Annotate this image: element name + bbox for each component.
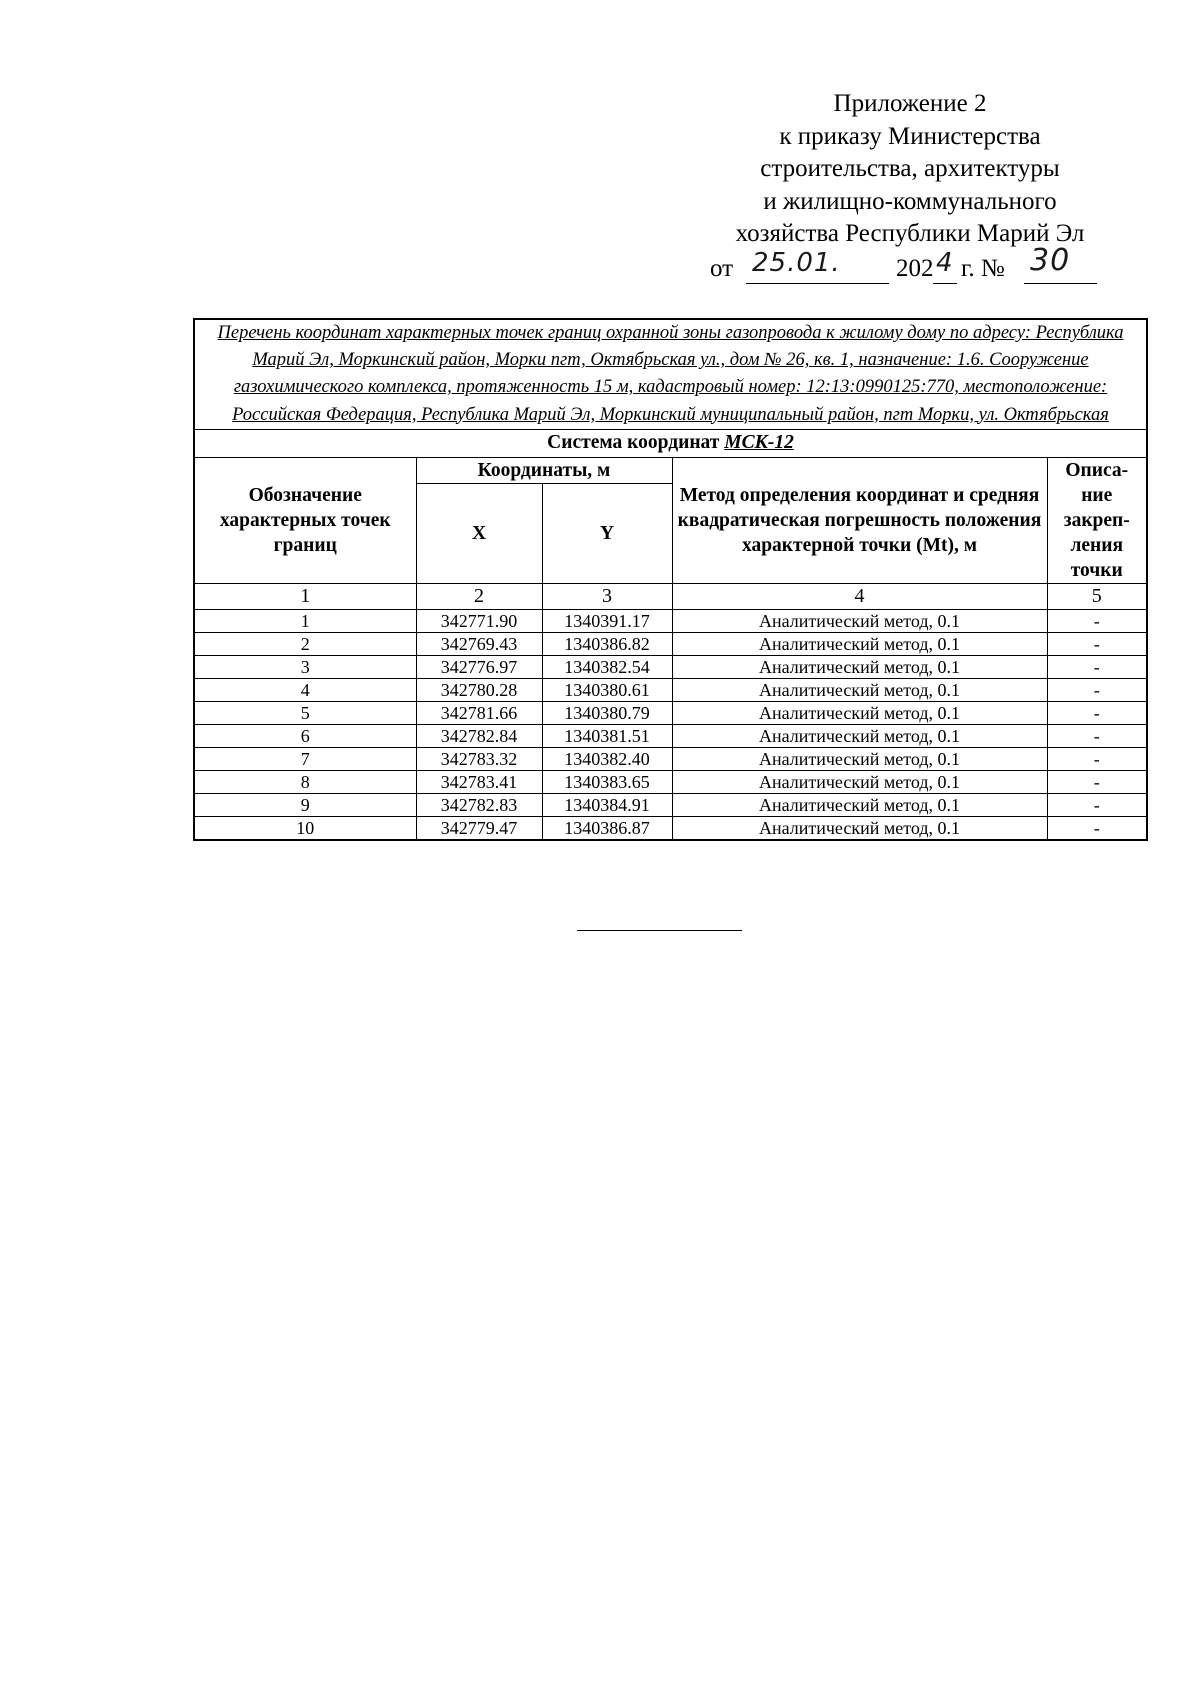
fixation-cell: - <box>1047 701 1147 724</box>
y-coordinate-cell: 1340381.51 <box>542 724 672 747</box>
fixation-cell: - <box>1047 816 1147 840</box>
header-coordinates: Координаты, м <box>416 457 672 483</box>
x-coordinate-cell: 342780.28 <box>416 678 542 701</box>
x-coordinate-cell: 342782.84 <box>416 724 542 747</box>
table-row <box>194 609 1147 632</box>
method-cell: Аналитический метод, 0.1 <box>672 655 1047 678</box>
table-row <box>194 793 1147 816</box>
fixation-cell: - <box>1047 747 1147 770</box>
point-id-cell: 10 <box>194 816 416 840</box>
column-number: 3 <box>542 583 672 609</box>
point-id-cell: 7 <box>194 747 416 770</box>
header-line: и жилищно-коммунального <box>763 187 1057 215</box>
order-number-label: г. № <box>961 254 1005 282</box>
column-number: 5 <box>1047 583 1147 609</box>
column-number: 4 <box>672 583 1047 609</box>
y-coordinate-cell: 1340380.79 <box>542 701 672 724</box>
header-line: строительства, архитектуры <box>760 155 1060 182</box>
coordinate-system-row <box>194 429 1147 457</box>
table-row <box>194 747 1147 770</box>
point-id-cell: 2 <box>194 632 416 655</box>
order-number-handwritten: 30 <box>1030 242 1071 278</box>
method-cell: Аналитический метод, 0.1 <box>672 747 1047 770</box>
header-x: X <box>416 484 542 584</box>
method-cell: Аналитический метод, 0.1 <box>672 793 1047 816</box>
fixation-cell: - <box>1047 793 1147 816</box>
y-coordinate-cell: 1340386.87 <box>542 816 672 840</box>
order-date-handwritten: 25.01. <box>752 247 841 278</box>
table-row <box>194 632 1147 655</box>
y-coordinate-cell: 1340380.61 <box>542 678 672 701</box>
column-number: 1 <box>194 583 416 609</box>
x-coordinate-cell: 342782.83 <box>416 793 542 816</box>
y-coordinate-cell: 1340382.54 <box>542 655 672 678</box>
coordinate-system-value: МСК-12 <box>724 432 794 454</box>
method-cell: Аналитический метод, 0.1 <box>672 816 1047 840</box>
x-coordinate-cell: 342776.97 <box>416 655 542 678</box>
header-line: Приложение 2 <box>833 90 987 117</box>
coordinate-system-label: Система координат <box>547 432 720 454</box>
table-row <box>194 701 1147 724</box>
order-year-handwritten: 4 <box>936 247 954 278</box>
point-id-cell: 6 <box>194 724 416 747</box>
x-coordinate-cell: 342783.41 <box>416 770 542 793</box>
end-separator-line <box>577 930 742 931</box>
table-row <box>194 816 1147 840</box>
header-y: Y <box>542 484 672 584</box>
y-coordinate-cell: 1340384.91 <box>542 793 672 816</box>
table-body <box>194 609 1147 840</box>
method-cell: Аналитический метод, 0.1 <box>672 609 1047 632</box>
x-coordinate-cell: 342783.32 <box>416 747 542 770</box>
x-coordinate-cell: 342779.47 <box>416 816 542 840</box>
header-method: Метод определения координат и средняя квадратическая погрешность положения характерной точки (Mt), м <box>672 457 1047 583</box>
header-description: Описа-ние закреп-ления точки <box>1047 457 1147 583</box>
point-id-cell: 9 <box>194 793 416 816</box>
coordinates-table <box>193 318 1148 841</box>
table-row <box>194 724 1147 747</box>
y-coordinate-cell: 1340386.82 <box>542 632 672 655</box>
column-number: 2 <box>416 583 542 609</box>
x-coordinate-cell: 342781.66 <box>416 701 542 724</box>
method-cell: Аналитический метод, 0.1 <box>672 724 1047 747</box>
method-cell: Аналитический метод, 0.1 <box>672 632 1047 655</box>
fixation-cell: - <box>1047 609 1147 632</box>
fixation-cell: - <box>1047 770 1147 793</box>
header-line: к приказу Министерства <box>779 122 1041 150</box>
point-id-cell: 8 <box>194 770 416 793</box>
fixation-cell: - <box>1047 655 1147 678</box>
method-cell: Аналитический метод, 0.1 <box>672 678 1047 701</box>
order-date-number-line <box>690 242 1130 285</box>
method-cell: Аналитический метод, 0.1 <box>672 701 1047 724</box>
y-coordinate-cell: 1340383.65 <box>542 770 672 793</box>
method-cell: Аналитический метод, 0.1 <box>672 770 1047 793</box>
fixation-cell: - <box>1047 632 1147 655</box>
table-row <box>194 770 1147 793</box>
x-coordinate-cell: 342769.43 <box>416 632 542 655</box>
header-designation: Обозначение характерных точек границ <box>194 457 416 583</box>
x-coordinate-cell: 342771.90 <box>416 609 542 632</box>
point-id-cell: 3 <box>194 655 416 678</box>
point-id-cell: 5 <box>194 701 416 724</box>
table-row <box>194 678 1147 701</box>
appendix-header <box>690 88 1130 285</box>
fixation-cell: - <box>1047 724 1147 747</box>
table-caption: Перечень координат характерных точек границ охранной зоны газопровода к жилому дому по адресу: Республика Марий Эл, Моркинский район, Морки пгт, Октябрьская ул., дом № 26, кв. 1, назначение: 1.6. Сооружение газохимического комплекса, протяженность 15 м, кадастровый номер: 12:13:0990125:770, местоположение: Российская Федерация, Республика Марий Эл, Моркинский муниципальный район, пгт Морки, ул. Октябрьская <box>194 319 1147 429</box>
point-id-cell: 4 <box>194 678 416 701</box>
order-year-prefix: 202 <box>896 254 934 282</box>
table-row <box>194 655 1147 678</box>
fixation-cell: - <box>1047 678 1147 701</box>
point-id-cell: 1 <box>194 609 416 632</box>
order-from-label: от <box>710 254 734 282</box>
y-coordinate-cell: 1340382.40 <box>542 747 672 770</box>
header-line: хозяйства Республики Марий Эл <box>735 220 1085 247</box>
y-coordinate-cell: 1340391.17 <box>542 609 672 632</box>
